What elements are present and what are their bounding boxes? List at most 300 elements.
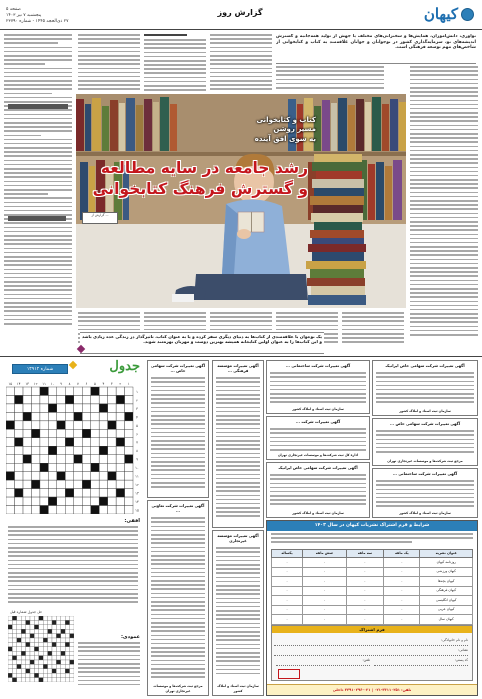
crossword-cell[interactable] bbox=[82, 472, 90, 480]
crossword-cell[interactable] bbox=[40, 455, 48, 463]
subscription-row bbox=[272, 596, 473, 606]
crossword-cell[interactable] bbox=[74, 472, 82, 480]
masthead-divider bbox=[0, 29, 482, 30]
ad-foot-10: سازمان ثبت اسناد و املاک کشور bbox=[399, 510, 451, 515]
crossword-cell[interactable] bbox=[31, 438, 39, 446]
crossword-cell[interactable] bbox=[40, 412, 48, 420]
crossword-cell[interactable] bbox=[14, 455, 22, 463]
crossword-cell[interactable] bbox=[74, 404, 82, 412]
solution-cell bbox=[34, 642, 38, 646]
crossword-cell[interactable] bbox=[23, 395, 31, 403]
solution-cell bbox=[43, 660, 47, 664]
solution-cell bbox=[48, 642, 52, 646]
solution-cell bbox=[21, 616, 25, 620]
crossword-cell[interactable] bbox=[6, 446, 14, 454]
subscription-cell: کیهان فرهنگی bbox=[420, 586, 473, 596]
solution-cell bbox=[17, 660, 21, 664]
crossword-cell[interactable] bbox=[108, 455, 116, 463]
crossword-cell[interactable] bbox=[99, 395, 107, 403]
crossword-cell[interactable] bbox=[48, 480, 56, 488]
crossword-cell[interactable] bbox=[48, 412, 56, 420]
crossword-cell[interactable] bbox=[74, 463, 82, 471]
crossword-cell[interactable] bbox=[82, 489, 90, 497]
crossword-cell[interactable] bbox=[99, 455, 107, 463]
crossword-cell[interactable] bbox=[23, 438, 31, 446]
crossword-cell[interactable] bbox=[82, 395, 90, 403]
solution-cell bbox=[21, 664, 25, 668]
crossword-cell[interactable] bbox=[23, 472, 31, 480]
crossword-black-cell bbox=[6, 472, 14, 480]
crossword-cell[interactable] bbox=[31, 455, 39, 463]
ad-box-6 bbox=[266, 416, 370, 460]
crossword-cell[interactable] bbox=[108, 497, 116, 505]
crossword-cell[interactable] bbox=[99, 387, 107, 395]
ad-box-7 bbox=[266, 462, 370, 518]
solution-cell bbox=[26, 616, 30, 620]
crossword-cell[interactable] bbox=[91, 429, 99, 437]
solution-cell bbox=[26, 664, 30, 668]
crossword-cell[interactable] bbox=[125, 497, 133, 505]
solution-cell bbox=[26, 669, 30, 673]
crossword-cell[interactable] bbox=[40, 480, 48, 488]
crossword-cell[interactable] bbox=[125, 506, 133, 514]
crossword-cell[interactable] bbox=[31, 489, 39, 497]
crossword-cell[interactable] bbox=[116, 429, 124, 437]
solution-cell bbox=[30, 629, 34, 633]
solution-cell bbox=[39, 669, 43, 673]
subscription-col-header: عنوان نشریه bbox=[420, 550, 473, 558]
crossword-cell[interactable] bbox=[31, 497, 39, 505]
crossword-cell[interactable] bbox=[108, 446, 116, 454]
crossword-cell[interactable] bbox=[91, 438, 99, 446]
crossword-cell[interactable] bbox=[125, 463, 133, 471]
crossword-cell[interactable] bbox=[6, 463, 14, 471]
crossword-cell[interactable] bbox=[74, 395, 82, 403]
solution-cell bbox=[61, 634, 65, 638]
solution-cell bbox=[39, 660, 43, 664]
crossword-cell[interactable] bbox=[108, 404, 116, 412]
crossword-cell[interactable] bbox=[23, 497, 31, 505]
crossword-cell[interactable] bbox=[14, 412, 22, 420]
crossword-cell[interactable] bbox=[65, 421, 73, 429]
solution-cell bbox=[65, 656, 69, 660]
crossword-cell[interactable] bbox=[23, 489, 31, 497]
solution-cell bbox=[70, 634, 74, 638]
crossword-cell[interactable] bbox=[31, 506, 39, 514]
crossword-cell[interactable] bbox=[14, 506, 22, 514]
solution-cell bbox=[70, 642, 74, 646]
crossword-cell[interactable] bbox=[65, 472, 73, 480]
crossword-cell[interactable] bbox=[91, 421, 99, 429]
crossword-cell[interactable] bbox=[48, 455, 56, 463]
solution-cell bbox=[39, 647, 43, 651]
crossword-cell[interactable] bbox=[91, 412, 99, 420]
crossword-cell[interactable] bbox=[116, 455, 124, 463]
crossword-cell[interactable] bbox=[99, 429, 107, 437]
crossword-cell[interactable] bbox=[99, 489, 107, 497]
crossword-cell[interactable] bbox=[57, 404, 65, 412]
crossword-cell[interactable] bbox=[108, 429, 116, 437]
crossword-column-number: ۱۵ bbox=[8, 382, 13, 386]
solution-cell bbox=[8, 651, 12, 655]
crossword-cell[interactable] bbox=[48, 463, 56, 471]
crossword-cell[interactable] bbox=[14, 497, 22, 505]
crossword-cell[interactable] bbox=[6, 412, 14, 420]
crossword-cell[interactable] bbox=[99, 412, 107, 420]
crossword-cell[interactable] bbox=[108, 412, 116, 420]
globe-icon bbox=[461, 8, 474, 21]
crossword-cell[interactable] bbox=[99, 438, 107, 446]
crossword-black-cell bbox=[82, 480, 90, 488]
subscription-form-field-2[interactable]: کد پستی: bbox=[374, 658, 468, 666]
crossword-cell[interactable] bbox=[108, 489, 116, 497]
crossword-cell[interactable] bbox=[57, 506, 65, 514]
crossword-cell[interactable] bbox=[99, 506, 107, 514]
crossword-cell[interactable] bbox=[116, 404, 124, 412]
crossword-cell[interactable] bbox=[65, 506, 73, 514]
subscription-col-header: یکساله bbox=[272, 550, 303, 558]
crossword-cell[interactable] bbox=[23, 421, 31, 429]
crossword-row-number: ۶ bbox=[136, 432, 138, 437]
crossword-cell[interactable] bbox=[6, 497, 14, 505]
crossword-cell[interactable] bbox=[23, 506, 31, 514]
ad-title-2: آگهی تغییرات شرکت تعاونی ... bbox=[151, 503, 205, 514]
ad-body-10 bbox=[376, 480, 474, 510]
crossword-cell[interactable] bbox=[82, 463, 90, 471]
crossword-cell[interactable] bbox=[91, 395, 99, 403]
crossword-cell[interactable] bbox=[57, 412, 65, 420]
crossword-cell[interactable] bbox=[116, 497, 124, 505]
crossword-cell[interactable] bbox=[74, 429, 82, 437]
solution-cell bbox=[12, 664, 16, 668]
crossword-cell[interactable] bbox=[116, 463, 124, 471]
crossword-cell[interactable] bbox=[31, 446, 39, 454]
ad-box-3 bbox=[212, 360, 264, 528]
crossword-cell[interactable] bbox=[82, 506, 90, 514]
solution-cell bbox=[43, 673, 47, 677]
crossword-cell[interactable] bbox=[108, 463, 116, 471]
crossword-cell[interactable] bbox=[14, 446, 22, 454]
crossword-cell[interactable] bbox=[14, 387, 22, 395]
crossword-title bbox=[74, 358, 140, 378]
solution-cell bbox=[17, 634, 21, 638]
crossword-cell[interactable] bbox=[48, 506, 56, 514]
crossword-cell[interactable] bbox=[57, 387, 65, 395]
solution-cell bbox=[52, 638, 56, 642]
crossword-cell[interactable] bbox=[23, 463, 31, 471]
crossword-cell[interactable] bbox=[48, 472, 56, 480]
crossword-cell[interactable] bbox=[91, 472, 99, 480]
crossword-cell[interactable] bbox=[40, 395, 48, 403]
crossword-cell[interactable] bbox=[6, 480, 14, 488]
solution-cell bbox=[43, 669, 47, 673]
crossword-solution-note: حل جدول شماره قبل bbox=[10, 610, 43, 614]
crossword-cell[interactable] bbox=[65, 446, 73, 454]
crossword-cell[interactable] bbox=[74, 421, 82, 429]
crossword-cell[interactable] bbox=[108, 387, 116, 395]
crossword-cell[interactable] bbox=[99, 480, 107, 488]
crossword-cell[interactable] bbox=[48, 438, 56, 446]
crossword-cell[interactable] bbox=[108, 480, 116, 488]
crossword-black-cell bbox=[125, 455, 133, 463]
crossword-column-number: ۱۰ bbox=[50, 382, 55, 386]
body-column-e bbox=[342, 312, 404, 348]
crossword-cell[interactable] bbox=[31, 472, 39, 480]
crossword-cell[interactable] bbox=[40, 421, 48, 429]
crossword-cell[interactable] bbox=[57, 463, 65, 471]
solution-cell bbox=[26, 673, 30, 677]
hero-title-line-2: و گسترش فرهنگ کتابخوانی bbox=[92, 180, 308, 198]
hero-title bbox=[82, 158, 308, 200]
crossword-cell[interactable] bbox=[125, 446, 133, 454]
crossword-cell[interactable] bbox=[125, 472, 133, 480]
crossword-cell[interactable] bbox=[57, 489, 65, 497]
crossword-cell[interactable] bbox=[82, 404, 90, 412]
solution-cell bbox=[43, 629, 47, 633]
solution-cell bbox=[65, 651, 69, 655]
crossword-cell[interactable] bbox=[74, 480, 82, 488]
left-column-subhead bbox=[8, 104, 68, 109]
crossword-cell[interactable] bbox=[14, 421, 22, 429]
crossword-cell[interactable] bbox=[108, 438, 116, 446]
solution-cell bbox=[30, 669, 34, 673]
crossword-cell[interactable] bbox=[91, 480, 99, 488]
solution-cell bbox=[30, 620, 34, 624]
crossword-cell[interactable] bbox=[82, 387, 90, 395]
crossword-cell[interactable] bbox=[48, 489, 56, 497]
crossword-cell[interactable] bbox=[99, 472, 107, 480]
solution-cell bbox=[30, 647, 34, 651]
crossword-cell[interactable] bbox=[6, 429, 14, 437]
article-column-4 bbox=[276, 66, 384, 92]
crossword-black-cell bbox=[116, 395, 124, 403]
solution-cell bbox=[12, 669, 16, 673]
crossword-cell[interactable] bbox=[6, 455, 14, 463]
crossword-cell[interactable] bbox=[74, 387, 82, 395]
page-divider bbox=[0, 356, 482, 357]
crossword-cell[interactable] bbox=[65, 455, 73, 463]
crossword-cell[interactable] bbox=[40, 404, 48, 412]
solution-cell bbox=[52, 647, 56, 651]
crossword-cell[interactable] bbox=[57, 429, 65, 437]
crossword-cell[interactable] bbox=[6, 489, 14, 497]
crossword-cell[interactable] bbox=[6, 395, 14, 403]
crossword-cell[interactable] bbox=[99, 463, 107, 471]
solution-cell bbox=[8, 638, 12, 642]
crossword-cell[interactable] bbox=[108, 395, 116, 403]
crossword-cell[interactable] bbox=[14, 404, 22, 412]
crossword-cell[interactable] bbox=[125, 395, 133, 403]
crossword-black-cell bbox=[91, 506, 99, 514]
crossword-cell[interactable] bbox=[125, 387, 133, 395]
solution-cell bbox=[61, 678, 65, 682]
crossword-cell[interactable] bbox=[125, 404, 133, 412]
crossword-row-number: ۱۳ bbox=[135, 491, 139, 496]
crossword-cell[interactable] bbox=[57, 497, 65, 505]
crossword-cell[interactable] bbox=[116, 480, 124, 488]
crossword-cell[interactable] bbox=[125, 421, 133, 429]
crossword-cell[interactable] bbox=[125, 480, 133, 488]
crossword-cell[interactable] bbox=[48, 429, 56, 437]
ad-body-5 bbox=[270, 372, 366, 406]
crossword-cell[interactable] bbox=[74, 489, 82, 497]
crossword-cell[interactable] bbox=[48, 395, 56, 403]
subscription-form-field-1[interactable]: نشانی: bbox=[274, 648, 468, 656]
crossword-cell[interactable] bbox=[125, 429, 133, 437]
crossword-cell[interactable] bbox=[91, 497, 99, 505]
crossword-cell[interactable] bbox=[65, 497, 73, 505]
solution-cell bbox=[30, 651, 34, 655]
crossword-cell[interactable] bbox=[74, 497, 82, 505]
crossword-cell[interactable] bbox=[14, 472, 22, 480]
crossword-cell[interactable] bbox=[14, 429, 22, 437]
crossword-cell[interactable] bbox=[65, 412, 73, 420]
crossword-cell[interactable] bbox=[91, 455, 99, 463]
crossword-cell[interactable] bbox=[91, 489, 99, 497]
subscription-cell: ۰ bbox=[272, 596, 303, 606]
crossword-cell[interactable] bbox=[65, 404, 73, 412]
crossword-cell[interactable] bbox=[6, 506, 14, 514]
crossword-cell[interactable] bbox=[65, 480, 73, 488]
crossword-cell[interactable] bbox=[108, 506, 116, 514]
crossword-cell[interactable] bbox=[31, 463, 39, 471]
crossword-cell[interactable] bbox=[91, 446, 99, 454]
solution-cell bbox=[8, 656, 12, 660]
crossword-cell[interactable] bbox=[125, 438, 133, 446]
solution-cell bbox=[52, 625, 56, 629]
solution-cell bbox=[65, 664, 69, 668]
crossword-cell[interactable] bbox=[57, 455, 65, 463]
crossword-cell[interactable] bbox=[82, 497, 90, 505]
subscription-form-field-0[interactable]: نام و نام خانوادگی: bbox=[274, 638, 468, 646]
crossword-cell[interactable] bbox=[23, 404, 31, 412]
crossword-cell[interactable] bbox=[82, 438, 90, 446]
crossword-cell[interactable] bbox=[23, 446, 31, 454]
crossword-cell[interactable] bbox=[57, 446, 65, 454]
solution-cell bbox=[21, 656, 25, 660]
crossword-cell[interactable] bbox=[23, 480, 31, 488]
solution-cell bbox=[56, 664, 60, 668]
crossword-cell[interactable] bbox=[31, 395, 39, 403]
solution-cell bbox=[12, 660, 16, 664]
crossword-cell[interactable] bbox=[116, 506, 124, 514]
crossword-horizontal-clues bbox=[8, 526, 138, 608]
crossword-black-cell bbox=[108, 472, 116, 480]
crossword-cell[interactable] bbox=[40, 489, 48, 497]
crossword-cell[interactable] bbox=[82, 446, 90, 454]
crossword-cell[interactable] bbox=[99, 421, 107, 429]
crossword-cell[interactable] bbox=[116, 472, 124, 480]
crossword-cell[interactable] bbox=[57, 395, 65, 403]
crossword-cell[interactable] bbox=[14, 463, 22, 471]
crossword-cell[interactable] bbox=[40, 429, 48, 437]
subscription-cell: ۰ bbox=[384, 577, 420, 587]
solution-cell bbox=[34, 647, 38, 651]
crossword-cell[interactable] bbox=[125, 489, 133, 497]
solution-cell bbox=[12, 647, 16, 651]
crossword-row-number: ۳ bbox=[136, 406, 138, 411]
crossword-cell[interactable] bbox=[82, 455, 90, 463]
crossword-cell[interactable] bbox=[31, 404, 39, 412]
crossword-cell[interactable] bbox=[57, 480, 65, 488]
crossword-cell[interactable] bbox=[14, 480, 22, 488]
crossword-cell[interactable] bbox=[57, 438, 65, 446]
solution-cell bbox=[48, 673, 52, 677]
ad-box-4 bbox=[212, 530, 264, 696]
crossword-cell[interactable] bbox=[91, 404, 99, 412]
solution-cell bbox=[43, 625, 47, 629]
crossword-cell[interactable] bbox=[116, 421, 124, 429]
solution-cell bbox=[26, 634, 30, 638]
crossword-cell[interactable] bbox=[40, 438, 48, 446]
crossword-cell[interactable] bbox=[65, 387, 73, 395]
solution-cell bbox=[26, 660, 30, 664]
crossword-cell[interactable] bbox=[116, 412, 124, 420]
crossword-cell[interactable] bbox=[74, 446, 82, 454]
crossword-cell[interactable] bbox=[23, 387, 31, 395]
subscription-row bbox=[272, 586, 473, 596]
solution-cell bbox=[39, 620, 43, 624]
ad-box-5 bbox=[266, 360, 370, 414]
crossword-cell[interactable] bbox=[74, 438, 82, 446]
crossword-cell[interactable] bbox=[65, 463, 73, 471]
crossword-cell[interactable] bbox=[65, 429, 73, 437]
crossword-cell[interactable] bbox=[82, 421, 90, 429]
solution-cell bbox=[21, 629, 25, 633]
crossword-cell[interactable] bbox=[74, 506, 82, 514]
solution-cell bbox=[56, 669, 60, 673]
solution-cell bbox=[8, 625, 12, 629]
solution-cell bbox=[30, 660, 34, 664]
ad-title-7: آگهی تغییرات شرکت سهامی خاص ایرانیک bbox=[278, 465, 358, 470]
crossword-cell[interactable] bbox=[40, 472, 48, 480]
subscription-col-header: شش ماهه bbox=[303, 550, 347, 558]
solution-cell bbox=[48, 629, 52, 633]
crossword-cell[interactable] bbox=[23, 429, 31, 437]
subscription-row bbox=[272, 605, 473, 615]
subscription-cell: ۰ bbox=[272, 558, 303, 568]
solution-cell bbox=[26, 629, 30, 633]
crossword-cell[interactable] bbox=[40, 446, 48, 454]
crossword-cell[interactable] bbox=[48, 421, 56, 429]
crossword-cell[interactable] bbox=[31, 412, 39, 420]
subscription-cell: ۰ bbox=[346, 558, 384, 568]
crossword-cell[interactable] bbox=[6, 387, 14, 395]
crossword-cell[interactable] bbox=[6, 438, 14, 446]
crossword-cell[interactable] bbox=[116, 387, 124, 395]
subscription-cell: ۰ bbox=[303, 567, 347, 577]
crossword-cell[interactable] bbox=[116, 446, 124, 454]
solution-cell bbox=[48, 620, 52, 624]
crossword-cell[interactable] bbox=[48, 387, 56, 395]
article-column-2 bbox=[144, 34, 206, 92]
crossword-column-number: ۱۱ bbox=[42, 382, 46, 386]
solution-cell bbox=[12, 642, 16, 646]
solution-cell bbox=[34, 664, 38, 668]
crossword-cell[interactable] bbox=[40, 497, 48, 505]
subscription-col-header: سه ماهه bbox=[346, 550, 384, 558]
hero-title-line-1: رشد جامعه در سایه مطالعه bbox=[100, 159, 308, 177]
crossword-cell[interactable] bbox=[82, 412, 90, 420]
solution-cell bbox=[8, 664, 12, 668]
crossword-cell[interactable] bbox=[6, 404, 14, 412]
crossword-black-cell bbox=[91, 387, 99, 395]
solution-cell bbox=[52, 651, 56, 655]
crossword-cell[interactable] bbox=[31, 387, 39, 395]
ad-title-8: آگهی تغییرات شرکت سهامی خاص ایرانیک bbox=[385, 363, 465, 368]
crossword-cell[interactable] bbox=[31, 421, 39, 429]
subscription-form-field-3[interactable]: تلفن: bbox=[276, 658, 370, 666]
